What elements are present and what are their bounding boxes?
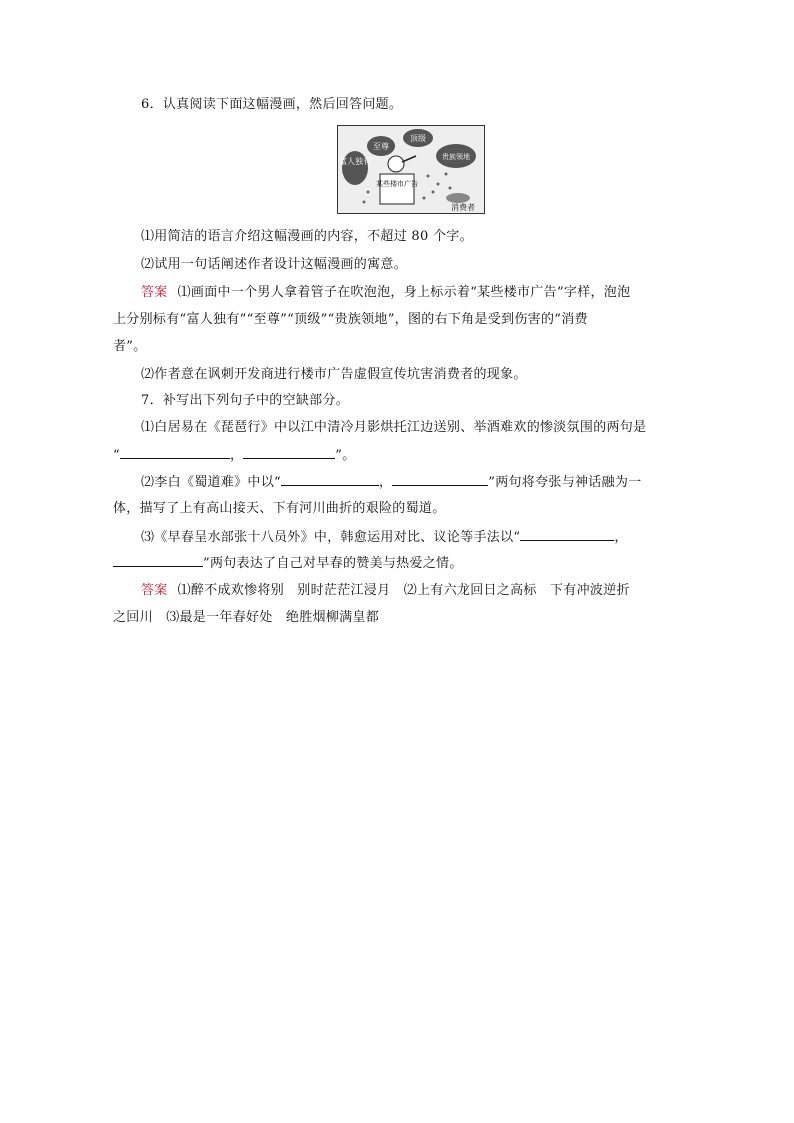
q7-s1-line-1: ⑴白居易在《琵琶行》中以江中清冷月影烘托江边送别、举酒难欢的惨淡氛围的两句是: [141, 420, 647, 435]
man-sign-text: 某些楼市广告: [376, 180, 418, 188]
blank-1[interactable]: [120, 446, 230, 459]
comma: ，: [614, 530, 628, 545]
cartoon-image: [337, 125, 485, 214]
blank-6[interactable]: [113, 554, 203, 567]
close-quote: ”。: [335, 448, 356, 463]
q7-answer-line-1: [141, 582, 630, 600]
q7-stem: 7．补写出下列句子中的空缺部分。: [141, 393, 350, 408]
q7-s2-line-2: 体，描写了上有高山接天、下有河川曲折的艰险的蜀道。: [113, 501, 446, 516]
q7-s3-line-2: [113, 554, 463, 573]
bubble-text-supreme: 至尊: [373, 142, 389, 151]
q7-answer-text-1: ⑴醉不成欢惨将别 别时茫茫江浸月 ⑵上有六龙回日之高标 下有冲波逆折: [177, 583, 630, 598]
s2-suffix: ”两句将夸张与神话融为一: [488, 475, 642, 490]
blank-4[interactable]: [392, 473, 488, 486]
q6-answer-line-3: 者”。: [113, 339, 147, 354]
s2-prefix: ⑵李白《蜀道难》中以“: [141, 475, 281, 490]
comma: ，: [378, 475, 393, 490]
q6-answer-line-4: ⑵作者意在讽刺开发商进行楼市广告虚假宣传坑害消费者的现象。: [141, 367, 527, 382]
q7-s1-line-2: [113, 446, 356, 465]
q6-answer-text-1: ⑴画面中一个男人拿着管子在吹泡泡，身上标示着“某些楼市广告”字样，泡泡: [177, 285, 631, 300]
q6-stem: 6．认真阅读下面这幅漫画，然后回答问题。: [141, 97, 403, 112]
s3-suffix: ”两句表达了自己对早春的赞美与热爱之情。: [203, 556, 463, 571]
cartoon-illustration: [338, 126, 484, 213]
bubble-text-wealthy: 富人独有: [339, 157, 371, 166]
q7-s3-line-1: [141, 528, 628, 547]
bubble-noble: [436, 144, 476, 168]
blank-5[interactable]: [520, 528, 614, 541]
q6-answer-line-1: [141, 284, 630, 302]
blank-2[interactable]: [243, 446, 335, 459]
q6-answer-label: 答案: [141, 285, 168, 300]
open-quote: “: [113, 448, 120, 463]
consumer-label: 消费者: [451, 203, 475, 212]
bubble-text-top: 顶级: [410, 134, 426, 143]
s3-prefix: ⑶《早春呈水部张十八员外》中，韩愈运用对比、议论等手法以“: [141, 530, 521, 545]
bubble-text-noble: 贵族领地: [442, 153, 470, 161]
bubble-supreme: [367, 136, 395, 156]
q6-sub2: ⑵试用一句话阐述作者设计这幅漫画的寓意。: [141, 257, 408, 272]
q7-answer-line-2: 之回川 ⑶最是一年春好处 绝胜烟柳满皇都: [113, 610, 380, 625]
bubble-top: [403, 129, 433, 147]
blank-3[interactable]: [281, 473, 379, 486]
q7-s2-line-1: [141, 473, 642, 492]
q6-sub1: ⑴用简洁的语言介绍这幅漫画的内容，不超过 80 个字。: [141, 229, 473, 244]
comma: ，: [229, 448, 244, 463]
q6-answer-line-2: 上分别标有“富人独有”“至尊”“顶级”“贵族领地”，图的右下角是受到伤害的“消费: [113, 312, 588, 327]
q7-answer-label: 答案: [141, 583, 168, 598]
